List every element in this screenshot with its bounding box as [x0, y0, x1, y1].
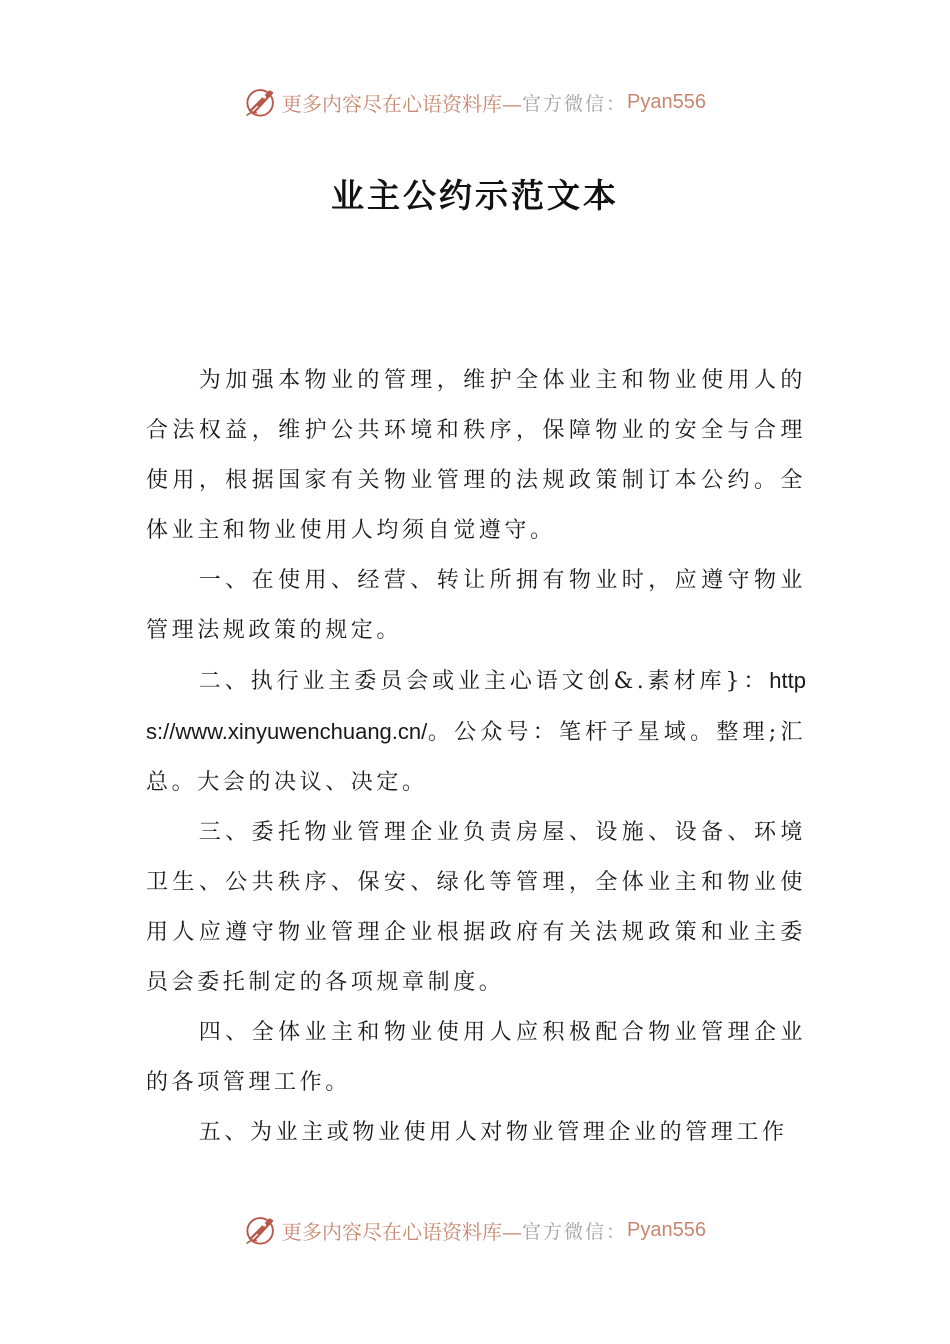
paragraph-article-3: 三、委托物业管理企业负责房屋、设施、设备、环境卫生、公共秩序、保安、绿化等管理，全体业主和物业使用人应遵守物业管理企业根据政府有关法规政策和业主委员会委托制定的各项规章制度。 — [146, 820, 806, 995]
article-2-url: https://www.xinyuwenchuang.cn/ — [146, 668, 806, 744]
header-banner-label: 官方微信： — [522, 92, 628, 115]
footer-banner-label: 官方微信： — [522, 1220, 628, 1243]
article-2-tail: 。公众号：笔杆子星域。整理;汇总。大会的决议、决定。 — [146, 720, 806, 795]
paragraph-article-1: 一、在使用、经营、转让所拥有物业时，应遵守物业管理法规政策的规定。 — [146, 568, 806, 643]
header-banner — [0, 80, 950, 124]
footer-banner — [0, 1208, 950, 1252]
pen-nib-logo-icon — [244, 1213, 278, 1247]
header-banner-id: Pyan556 — [627, 90, 706, 113]
article-2-lead: 二、执行业主委员会或业主心语文创&.素材库}： — [198, 669, 770, 694]
paragraph-intro: 为加强本物业的管理，维护全体业主和物业使用人的合法权益，维护公共环境和秩序，保障物业的安全与合理使用，根据国家有关物业管理的法规政策制订本公约。全体业主和物业使用人均须自觉遵守。 — [146, 368, 806, 543]
paragraph-article-4: 四、全体业主和物业使用人应积极配合物业管理企业的各项管理工作。 — [146, 1020, 806, 1095]
footer-banner-text: 更多内容尽在心语资料库— — [282, 1219, 522, 1244]
footer-banner-id: Pyan556 — [627, 1218, 706, 1241]
paragraph-article-5: 五、为业主或物业使用人对物业管理企业的管理工作 — [198, 1120, 788, 1145]
document-title: 业主公约示范文本 — [331, 176, 619, 215]
pen-nib-logo-icon — [244, 85, 278, 119]
header-banner-text: 更多内容尽在心语资料库— — [282, 91, 522, 116]
paragraph-article-2 — [146, 656, 806, 808]
document-body — [146, 356, 806, 1158]
